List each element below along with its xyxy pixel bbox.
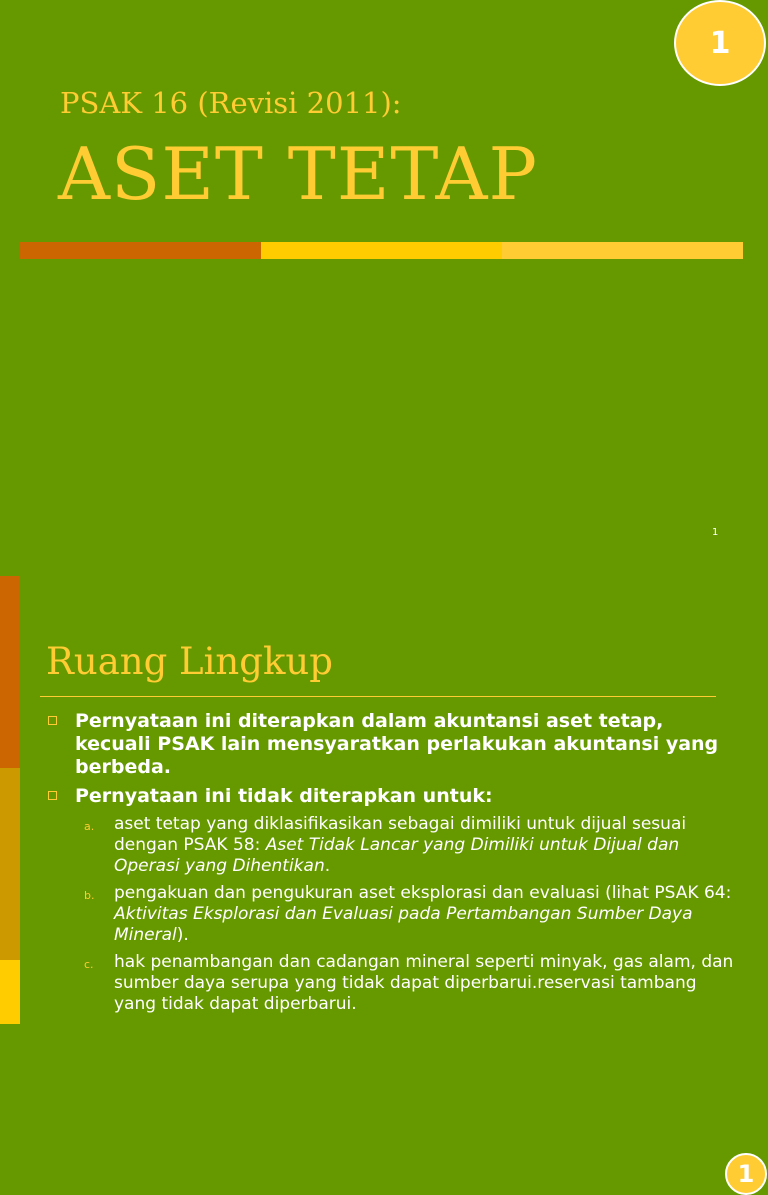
sub-item-tail: . bbox=[324, 856, 331, 876]
sub-item-letter: b. bbox=[84, 889, 95, 902]
bullet-text: Pernyataan ini tidak diterapkan untuk: bbox=[75, 785, 493, 807]
slide-2 bbox=[0, 576, 768, 1188]
sub-item bbox=[44, 952, 734, 1015]
slide-subtitle: PSAK 16 (Revisi 2011): bbox=[60, 86, 402, 120]
bullet-item bbox=[44, 785, 734, 808]
heading-divider bbox=[40, 696, 716, 697]
sub-item-letter: c. bbox=[84, 958, 94, 971]
sub-item-letter: a. bbox=[84, 820, 95, 833]
bullet-text: Pernyataan ini diterapkan dalam akuntansi aset tetap, kecuali PSAK lain mensyaratkan perlakukan akuntansi yang berbeda. bbox=[75, 710, 719, 778]
sub-item-italic: Aktivitas Eksplorasi dan Evaluasi pada Pertambangan Sumber Daya Mineral bbox=[114, 904, 693, 945]
decorative-bar-gold bbox=[502, 242, 743, 259]
side-strip-orange bbox=[0, 576, 20, 768]
slide-number-badge: 1 bbox=[674, 0, 766, 86]
section-heading: Ruang Lingkup bbox=[46, 640, 333, 683]
sub-item bbox=[44, 814, 734, 877]
slide-number-badge: 1 bbox=[725, 1153, 767, 1195]
decorative-bar-yellow bbox=[261, 242, 502, 259]
slide-title: ASET TETAP bbox=[58, 132, 538, 216]
square-bullet-icon bbox=[48, 716, 57, 725]
side-strip-yellow bbox=[0, 960, 20, 1024]
sub-item-text: pengakuan dan pengukuran aset eksplorasi dan evaluasi (lihat PSAK 64: bbox=[114, 883, 732, 903]
sub-item bbox=[44, 883, 734, 946]
bullet-item bbox=[44, 710, 734, 779]
page-number: 1 bbox=[712, 527, 719, 538]
sub-item-text: hak penambangan dan cadangan mineral seperti minyak, gas alam, dan sumber daya serupa yang tidak dapat diperbarui.reservasi tambang yang tidak dapat diperbarui. bbox=[114, 952, 734, 1014]
square-bullet-icon bbox=[48, 791, 57, 800]
slide-content bbox=[44, 710, 734, 1021]
sub-item-tail: ). bbox=[176, 925, 189, 945]
slide-1 bbox=[0, 0, 768, 576]
side-strip-mustard bbox=[0, 768, 20, 960]
decorative-bar-orange bbox=[20, 242, 261, 259]
sub-item-text: aset tetap yang diklasifikasikan sebagai dimiliki untuk dijual sesuai dengan PSAK 58: bbox=[114, 814, 687, 855]
sub-item-italic: Aset Tidak Lancar yang Dimiliki untuk Dijual dan Operasi yang Dihentikan bbox=[114, 835, 680, 876]
